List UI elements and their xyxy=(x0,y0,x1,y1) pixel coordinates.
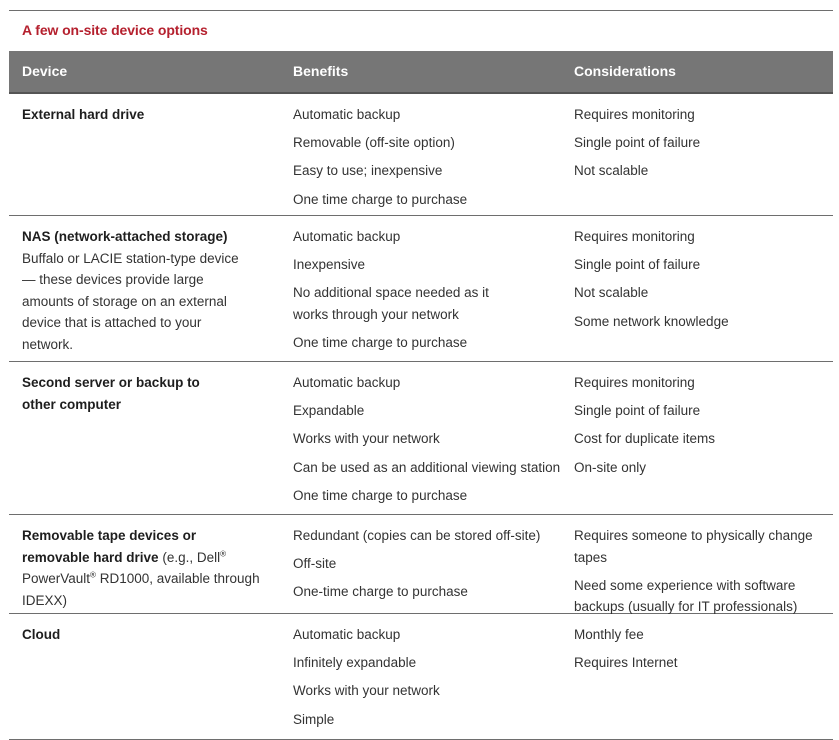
device-title: Cloud xyxy=(22,627,61,642)
benefit-item: Automatic backup xyxy=(293,375,401,390)
benefit-item: Works with your network xyxy=(293,683,440,699)
consideration-item: Single point of failure xyxy=(574,257,701,273)
benefit-item: Works with your network xyxy=(293,431,440,447)
benefit-item: No additional space needed as it works through your network xyxy=(293,285,489,322)
benefit-item: Off-site xyxy=(293,556,337,572)
benefit-item: One time charge to purchase xyxy=(293,487,468,503)
consideration-item: Not scalable xyxy=(574,163,649,179)
header-benefits: Benefits xyxy=(293,63,349,79)
consideration-item: Single point of failure xyxy=(574,403,701,419)
device-cell xyxy=(22,226,272,355)
table-row xyxy=(9,515,833,614)
benefits-cell xyxy=(293,624,563,737)
benefits-cell xyxy=(293,226,563,360)
table-row xyxy=(9,614,833,740)
considerations-cell xyxy=(574,372,832,485)
consideration-item: Single point of failure xyxy=(574,135,701,151)
benefit-item: Removable (off-site option) xyxy=(293,135,455,151)
device-cell xyxy=(22,624,272,646)
device-title: Second server or backup to other computer xyxy=(22,375,200,412)
benefit-item: One-time charge to purchase xyxy=(293,584,468,600)
consideration-item: Cost for duplicate items xyxy=(574,431,716,447)
benefit-item: Can be used as an additional viewing station xyxy=(293,459,561,475)
considerations-cell xyxy=(574,226,832,339)
table-caption: A few on-site device options xyxy=(22,22,208,38)
consideration-item: Requires Internet xyxy=(574,655,678,671)
considerations-cell xyxy=(574,624,832,680)
registered-mark: ® xyxy=(90,570,96,580)
consideration-item: Requires monitoring xyxy=(574,375,695,390)
considerations-cell xyxy=(574,104,832,189)
benefit-item: Infinitely expandable xyxy=(293,655,417,671)
benefit-item: One time charge to purchase xyxy=(293,335,468,351)
registered-mark: ® xyxy=(220,549,227,558)
device-title-block xyxy=(22,525,267,611)
consideration-item: Requires monitoring xyxy=(574,229,695,244)
benefit-item: Automatic backup xyxy=(293,107,401,122)
device-description-product: PowerVault xyxy=(22,571,91,586)
benefit-item: Automatic backup xyxy=(293,229,401,244)
top-rule xyxy=(9,10,833,11)
benefit-item: Redundant (copies can be stored off-site) xyxy=(293,528,541,543)
table-row xyxy=(9,362,833,515)
table-row xyxy=(9,216,833,362)
device-description-suffix: RD1000, available through IDEXX) xyxy=(22,571,260,608)
considerations-cell xyxy=(574,525,832,624)
benefit-item: Inexpensive xyxy=(293,257,366,273)
consideration-item: Not scalable xyxy=(574,285,649,301)
benefit-item: Automatic backup xyxy=(293,627,401,642)
consideration-item: Requires someone to physically change tapes xyxy=(574,528,813,565)
device-cell xyxy=(22,525,267,611)
device-description: Buffalo or LACIE station-type device— these devices provide large amounts of storage on an external device that is attached to your network. xyxy=(22,250,239,352)
device-cell xyxy=(22,104,272,126)
benefit-item: Easy to use; inexpensive xyxy=(293,163,443,179)
consideration-item: On-site only xyxy=(574,459,647,475)
benefit-item: Expandable xyxy=(293,403,365,419)
benefit-item: Simple xyxy=(293,711,335,727)
device-options-table xyxy=(9,51,833,740)
device-description-prefix: (e.g., Dell xyxy=(162,549,221,565)
benefits-cell xyxy=(293,525,563,610)
consideration-item: Requires monitoring xyxy=(574,107,695,122)
consideration-item: Need some experience with software backups (usually for IT professionals) xyxy=(574,577,798,615)
device-title: Removable tape devices or removable hard drive xyxy=(22,528,197,565)
benefit-item: One time charge to purchase xyxy=(293,191,468,207)
table-row xyxy=(9,92,833,216)
benefits-cell xyxy=(293,104,563,217)
benefits-cell xyxy=(293,372,563,513)
device-cell xyxy=(22,372,272,415)
header-considerations: Considerations xyxy=(574,63,676,79)
device-title: External hard drive xyxy=(22,107,145,122)
header-device: Device xyxy=(22,63,68,79)
device-title: NAS (network-attached storage) xyxy=(22,229,228,244)
consideration-item: Some network knowledge xyxy=(574,313,729,329)
table-header xyxy=(9,51,833,92)
consideration-item: Monthly fee xyxy=(574,627,644,642)
